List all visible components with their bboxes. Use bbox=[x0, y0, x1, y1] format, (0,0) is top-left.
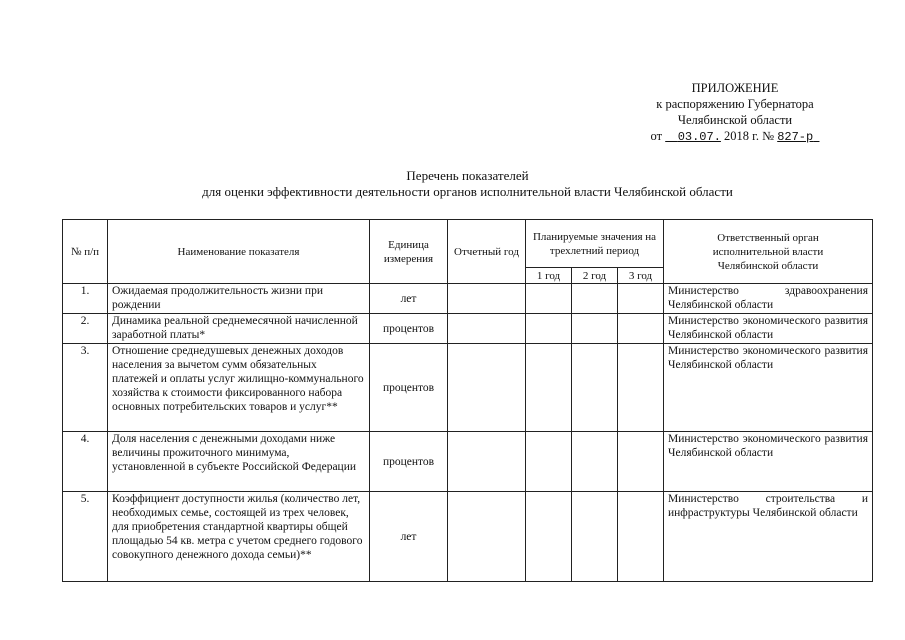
row-responsible: Министерство строительства и инфраструктуры Челябинской области bbox=[664, 492, 873, 582]
row-unit: процентов bbox=[370, 314, 448, 344]
document-title bbox=[0, 168, 905, 200]
row-unit: процентов bbox=[370, 432, 448, 492]
row-year-2 bbox=[572, 284, 618, 314]
table-row bbox=[63, 314, 873, 344]
row-name: Ожидаемая продолжительность жизни при рождении bbox=[108, 284, 370, 314]
header-year-1: 1 год bbox=[526, 268, 572, 284]
row-num: 5. bbox=[63, 492, 108, 582]
year-text: 2018 г. № bbox=[724, 129, 775, 143]
date-prefix: от bbox=[650, 129, 663, 143]
row-unit: лет bbox=[370, 284, 448, 314]
row-year-3 bbox=[618, 432, 664, 492]
row-year-2 bbox=[572, 314, 618, 344]
row-year-1 bbox=[526, 344, 572, 432]
indicators-table bbox=[62, 219, 873, 582]
row-year-3 bbox=[618, 344, 664, 432]
table-row bbox=[63, 432, 873, 492]
row-year-2 bbox=[572, 492, 618, 582]
row-num: 2. bbox=[63, 314, 108, 344]
header-unit: Единица измерения bbox=[370, 220, 448, 284]
row-name: Доля населения с денежными доходами ниже величины прожиточного минимума, установленной в субъекте Российской Федерации bbox=[108, 432, 370, 492]
row-reported bbox=[448, 314, 526, 344]
appendix-title: ПРИЛОЖЕНИЕ bbox=[691, 81, 779, 95]
table-row bbox=[63, 284, 873, 314]
date-value: 03.07. bbox=[677, 130, 721, 144]
row-reported bbox=[448, 284, 526, 314]
header-name: Наименование показателя bbox=[108, 220, 370, 284]
header-year-3: 3 год bbox=[618, 268, 664, 284]
appendix-date-line bbox=[600, 128, 870, 145]
number-field bbox=[777, 129, 819, 143]
appendix-line-1: к распоряжению Губернатора bbox=[656, 97, 814, 111]
row-responsible: Министерство экономического развития Челябинской области bbox=[664, 344, 873, 432]
order-number: 827-р bbox=[777, 130, 814, 144]
row-num: 3. bbox=[63, 344, 108, 432]
row-unit: процентов bbox=[370, 344, 448, 432]
header-num: № п/п bbox=[63, 220, 108, 284]
header-year-2: 2 год bbox=[572, 268, 618, 284]
row-year-1 bbox=[526, 314, 572, 344]
appendix-line-2: Челябинской области bbox=[677, 113, 793, 127]
row-reported bbox=[448, 492, 526, 582]
row-year-2 bbox=[572, 344, 618, 432]
row-unit: лет bbox=[370, 492, 448, 582]
header-planned: Планируемые значения на трехлетний период bbox=[526, 220, 664, 268]
header-responsible: Ответственный орган исполнительной власти Челябинской области bbox=[664, 220, 873, 284]
row-year-3 bbox=[618, 314, 664, 344]
row-responsible: Министерство экономического развития Челябинской области bbox=[664, 314, 873, 344]
row-year-2 bbox=[572, 432, 618, 492]
appendix-block bbox=[600, 80, 870, 145]
row-num: 4. bbox=[63, 432, 108, 492]
table-row bbox=[63, 492, 873, 582]
row-reported bbox=[448, 432, 526, 492]
row-year-1 bbox=[526, 284, 572, 314]
title-line-1: Перечень показателей bbox=[406, 168, 529, 183]
row-year-3 bbox=[618, 284, 664, 314]
row-num: 1. bbox=[63, 284, 108, 314]
row-year-3 bbox=[618, 492, 664, 582]
row-name: Динамика реальной среднемесячной начисленной заработной платы* bbox=[108, 314, 370, 344]
table-row bbox=[63, 344, 873, 432]
date-field bbox=[665, 129, 721, 143]
row-year-1 bbox=[526, 492, 572, 582]
row-responsible: Министерство экономического развития Челябинской области bbox=[664, 432, 873, 492]
row-reported bbox=[448, 344, 526, 432]
row-responsible: Министерство здравоохранения Челябинской области bbox=[664, 284, 873, 314]
row-name: Отношение среднедушевых денежных доходов населения за вычетом сумм обязательных платежей и оплаты услуг жилищно-коммунального хозяйства к стоимости фиксированного набора основных потребительских товаров и услуг** bbox=[108, 344, 370, 432]
row-year-1 bbox=[526, 432, 572, 492]
title-line-2: для оценки эффективности деятельности органов исполнительной власти Челябинской области bbox=[202, 184, 733, 199]
row-name: Коэффициент доступности жилья (количество лет, необходимых семье, состоящей из трех человек, для приобретения стандартной квартиры общей площадью 54 кв. метра с учетом среднего годового совокупного денежного дохода семьи)** bbox=[108, 492, 370, 582]
header-reported-year: Отчетный год bbox=[448, 220, 526, 284]
